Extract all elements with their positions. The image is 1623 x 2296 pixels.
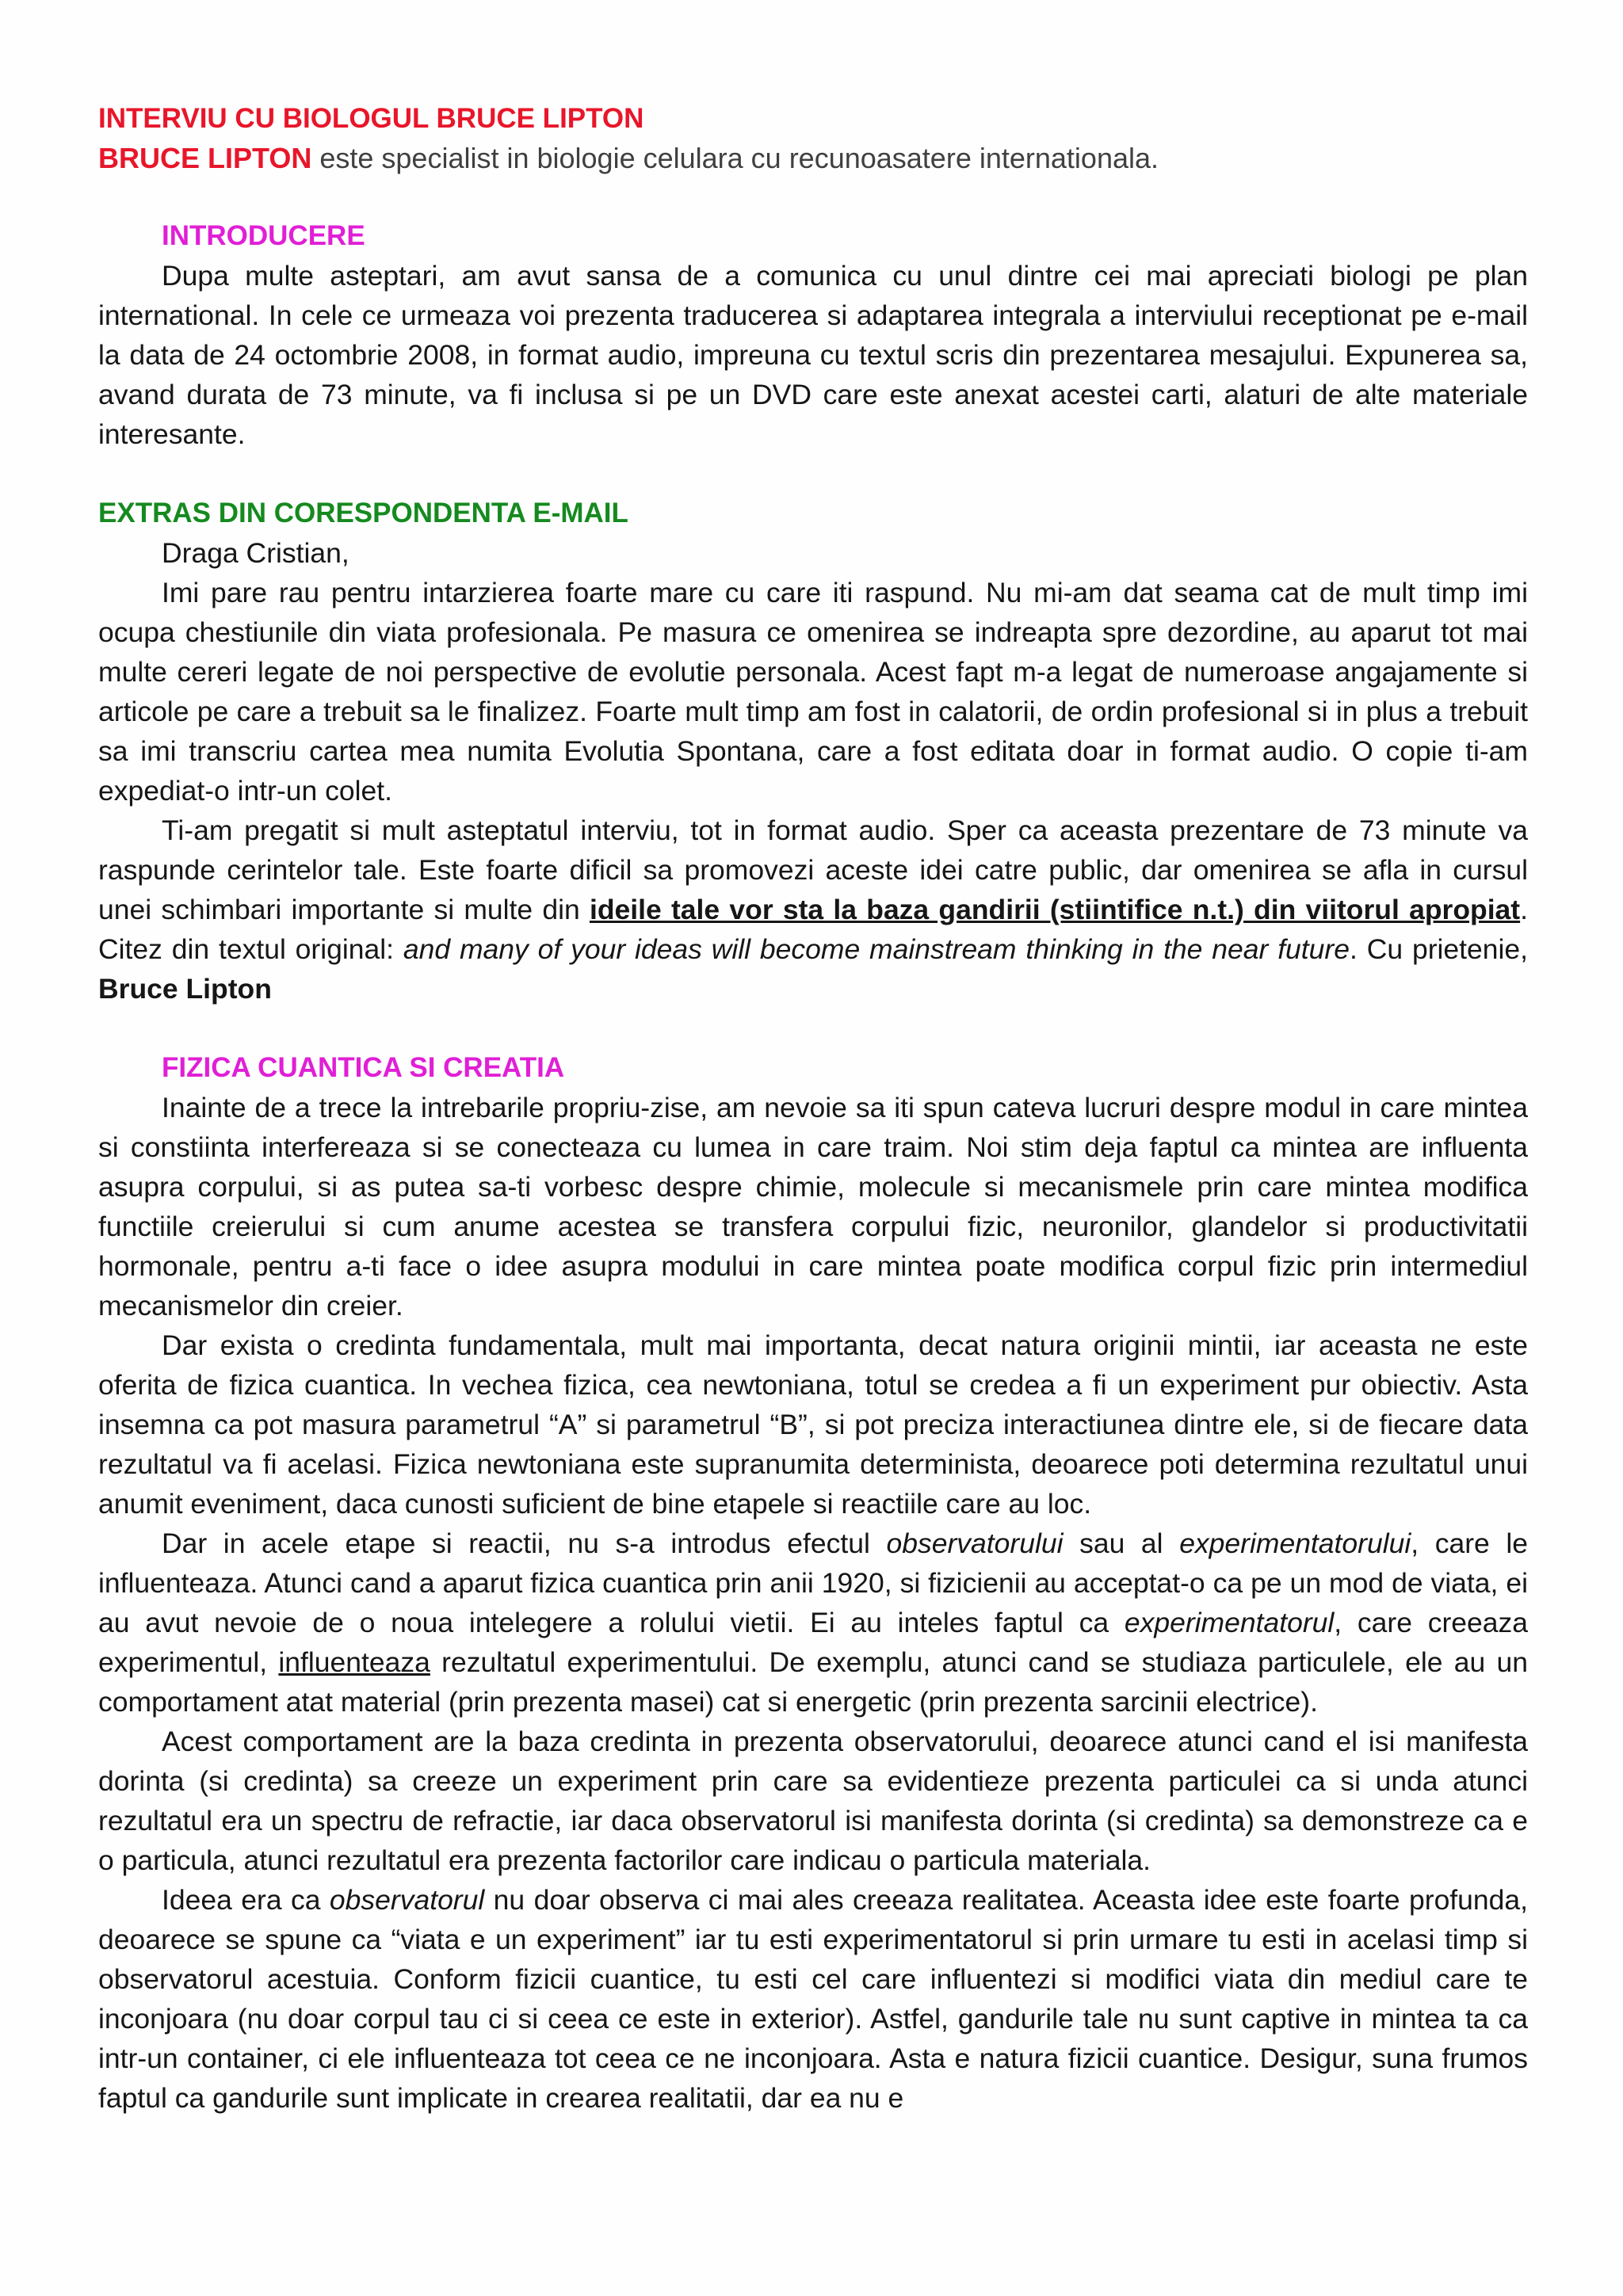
- author-description: este specialist in biologie celulara cu recunoasatere internationala.: [311, 142, 1159, 174]
- email-paragraph-2: Ti-am pregatit si mult asteptatul interviu, tot in format audio. Sper ca aceasta prezentare de 73 minute va raspunde cerintelor tale. Este foarte dificil sa promovezi aceste idei catre public, dar omenirea se afla in cursul unei schimbari importante si multe din ideile tale vor sta la baza gandirii (stiintifice n.t.) din viitorul apropiat. Citez din textul original: and many of your ideas will become mainstream thinking in the near future. Cu prietenie, Bruce Lipton: [98, 814, 1528, 1005]
- physics-paragraph-4: Acest comportament are la baza credinta in prezenta observatorului, deoarece atunci cand el isi manifesta dorinta (si credinta) sa creeze un experiment prin care sa evidentieze prezenta particulei ca si unda atunci rezultatul era un spectru de refractie, iar daca observatorul isi manifesta dorinta (si credinta) sa demonstreze ca e o particula, atunci rezultatul era prezenta factorilor care indicau o particula materiala.: [98, 1726, 1528, 1876]
- section-heading-introducere: INTRODUCERE: [162, 220, 365, 251]
- original-quote: and many of your ideas will become mainstream thinking in the near future: [403, 933, 1350, 965]
- email-greeting: Draga Cristian,: [162, 537, 349, 569]
- physics-paragraph-5: Ideea era ca observatorul nu doar observa ci mai ales creeaza realitatea. Aceasta idee este foarte profunda, deoarece se spune ca “viata e un experiment” iar tu esti experimentatorul si prin urmare tu esti in acelasi timp si observatorul acestuia. Conform fizicii cuantice, tu esti cel care influentezi si modifici viata din mediul care te inconjoara (nu doar corpul tau ci si ceea ce este in exterior). Astfel, gandurile tale nu sunt captive in mintea ta ca intr-un container, ci ele influenteaza tot ceea ce ne inconjoara. Asta e natura fizicii cuantice. Desigur, suna frumos faptul ca gandurile sunt implicate in crearea realitatii, dar ea nu e: [98, 1884, 1529, 2114]
- section-heading-email: EXTRAS DIN CORESPONDENTA E-MAIL: [98, 498, 628, 528]
- section-heading-fizica: FIZICA CUANTICA SI CREATIA: [162, 1052, 565, 1083]
- author-intro: [98, 139, 1528, 178]
- intro-paragraph: Dupa multe asteptari, am avut sansa de a comunica cu unul dintre cei mai apreciati biologi pe plan international. In cele ce urmeaza voi prezenta traducerea si adaptarea integrala a interviului receptionat pe e-mail la data de 24 octombrie 2008, in format audio, impreuna cu textul scris din prezentarea mesajului. Expunerea sa, avand durata de 73 minute, va fi inclusa si pe un DVD care este anexat acestei carti, alaturi de alte materiale interesante.: [98, 260, 1528, 450]
- email-paragraph-1: Imi pare rau pentru intarzierea foarte mare cu care iti raspund. Nu mi-am dat seama cat de mult timp imi ocupa chestiunile din viata profesionala. Pe masura ce omenirea se indreapta spre dezordine, au aparut tot mai multe cereri legate de noi perspective de evolutie personala. Acest fapt m-a legat de numeroase angajamente si articole pe care a trebuit sa le finalizez. Foarte mult timp am fost in calatorii, de ordin profesional si in plus a trebuit sa imi transcriu cartea mea numita Evolutia Spontana, care a fost editata doar in format audio. O copie ti-am expediat-o intr-un colet.: [98, 577, 1528, 807]
- document-title: INTERVIU CU BIOLOGUL BRUCE LIPTON: [98, 103, 644, 134]
- email-signature: Bruce Lipton: [98, 973, 272, 1005]
- author-name: BRUCE LIPTON: [98, 142, 312, 174]
- highlighted-quote: ideile tale vor sta la baza gandirii (stiintifice n.t.) din viitorul apropiat: [589, 894, 1521, 925]
- physics-paragraph-2: Dar exista o credinta fundamentala, mult mai importanta, decat natura originii mintii, iar aceasta ne este oferita de fizica cuantica. In vechea fizica, cea newtoniana, totul se credea a fi un experiment pur obiectiv. Asta insemna ca pot masura parametrul “A” si parametrul “B”, si pot preciza interactiunea dintre ele, si de fiecare data rezultatul va fi acelasi. Fizica newtoniana este supranumita determinista, deoarece poti determina rezultatul unui anumit eveniment, daca cunosti suficient de bine etapele si reactiile care au loc.: [98, 1329, 1528, 1520]
- physics-paragraph-1: Inainte de a trece la intrebarile propriu-zise, am nevoie sa iti spun cateva lucruri despre modul in care mintea si constiinta interfereaza si se conecteaza cu lumea in care traim. Noi stim deja faptul ca mintea are influenta asupra corpului, si as putea sa-ti vorbesc despre chimie, molecule si mecanismele prin care mintea modifica functiile creierului si cum anume acestea se transfera corpului fizic, neuronilor, glandelor si productivitatii hormonale, pentru a-ti face o idee asupra modului in care mintea poate modifica corpul fizic prin intermediul mecanismelor din creier.: [98, 1092, 1528, 1322]
- physics-paragraph-3: Dar in acele etape si reactii, nu s-a introdus efectul observatorului sau al experimentatorului, care le influenteaza. Atunci cand a aparut fizica cuantica prin anii 1920, si fizicienii au acceptat-o ca pe un mod de viata, ei au avut nevoie de o noua intelegere a rolului vietii. Ei au inteles faptul ca experimentatorul, care creeaza experimentul, influenteaza rezultatul experimentului. De exemplu, atunci cand se studiaza particulele, ele au un comportament atat material (prin prezenta masei) cat si energetic (prin prezenta sarcinii electrice).: [98, 1527, 1529, 1718]
